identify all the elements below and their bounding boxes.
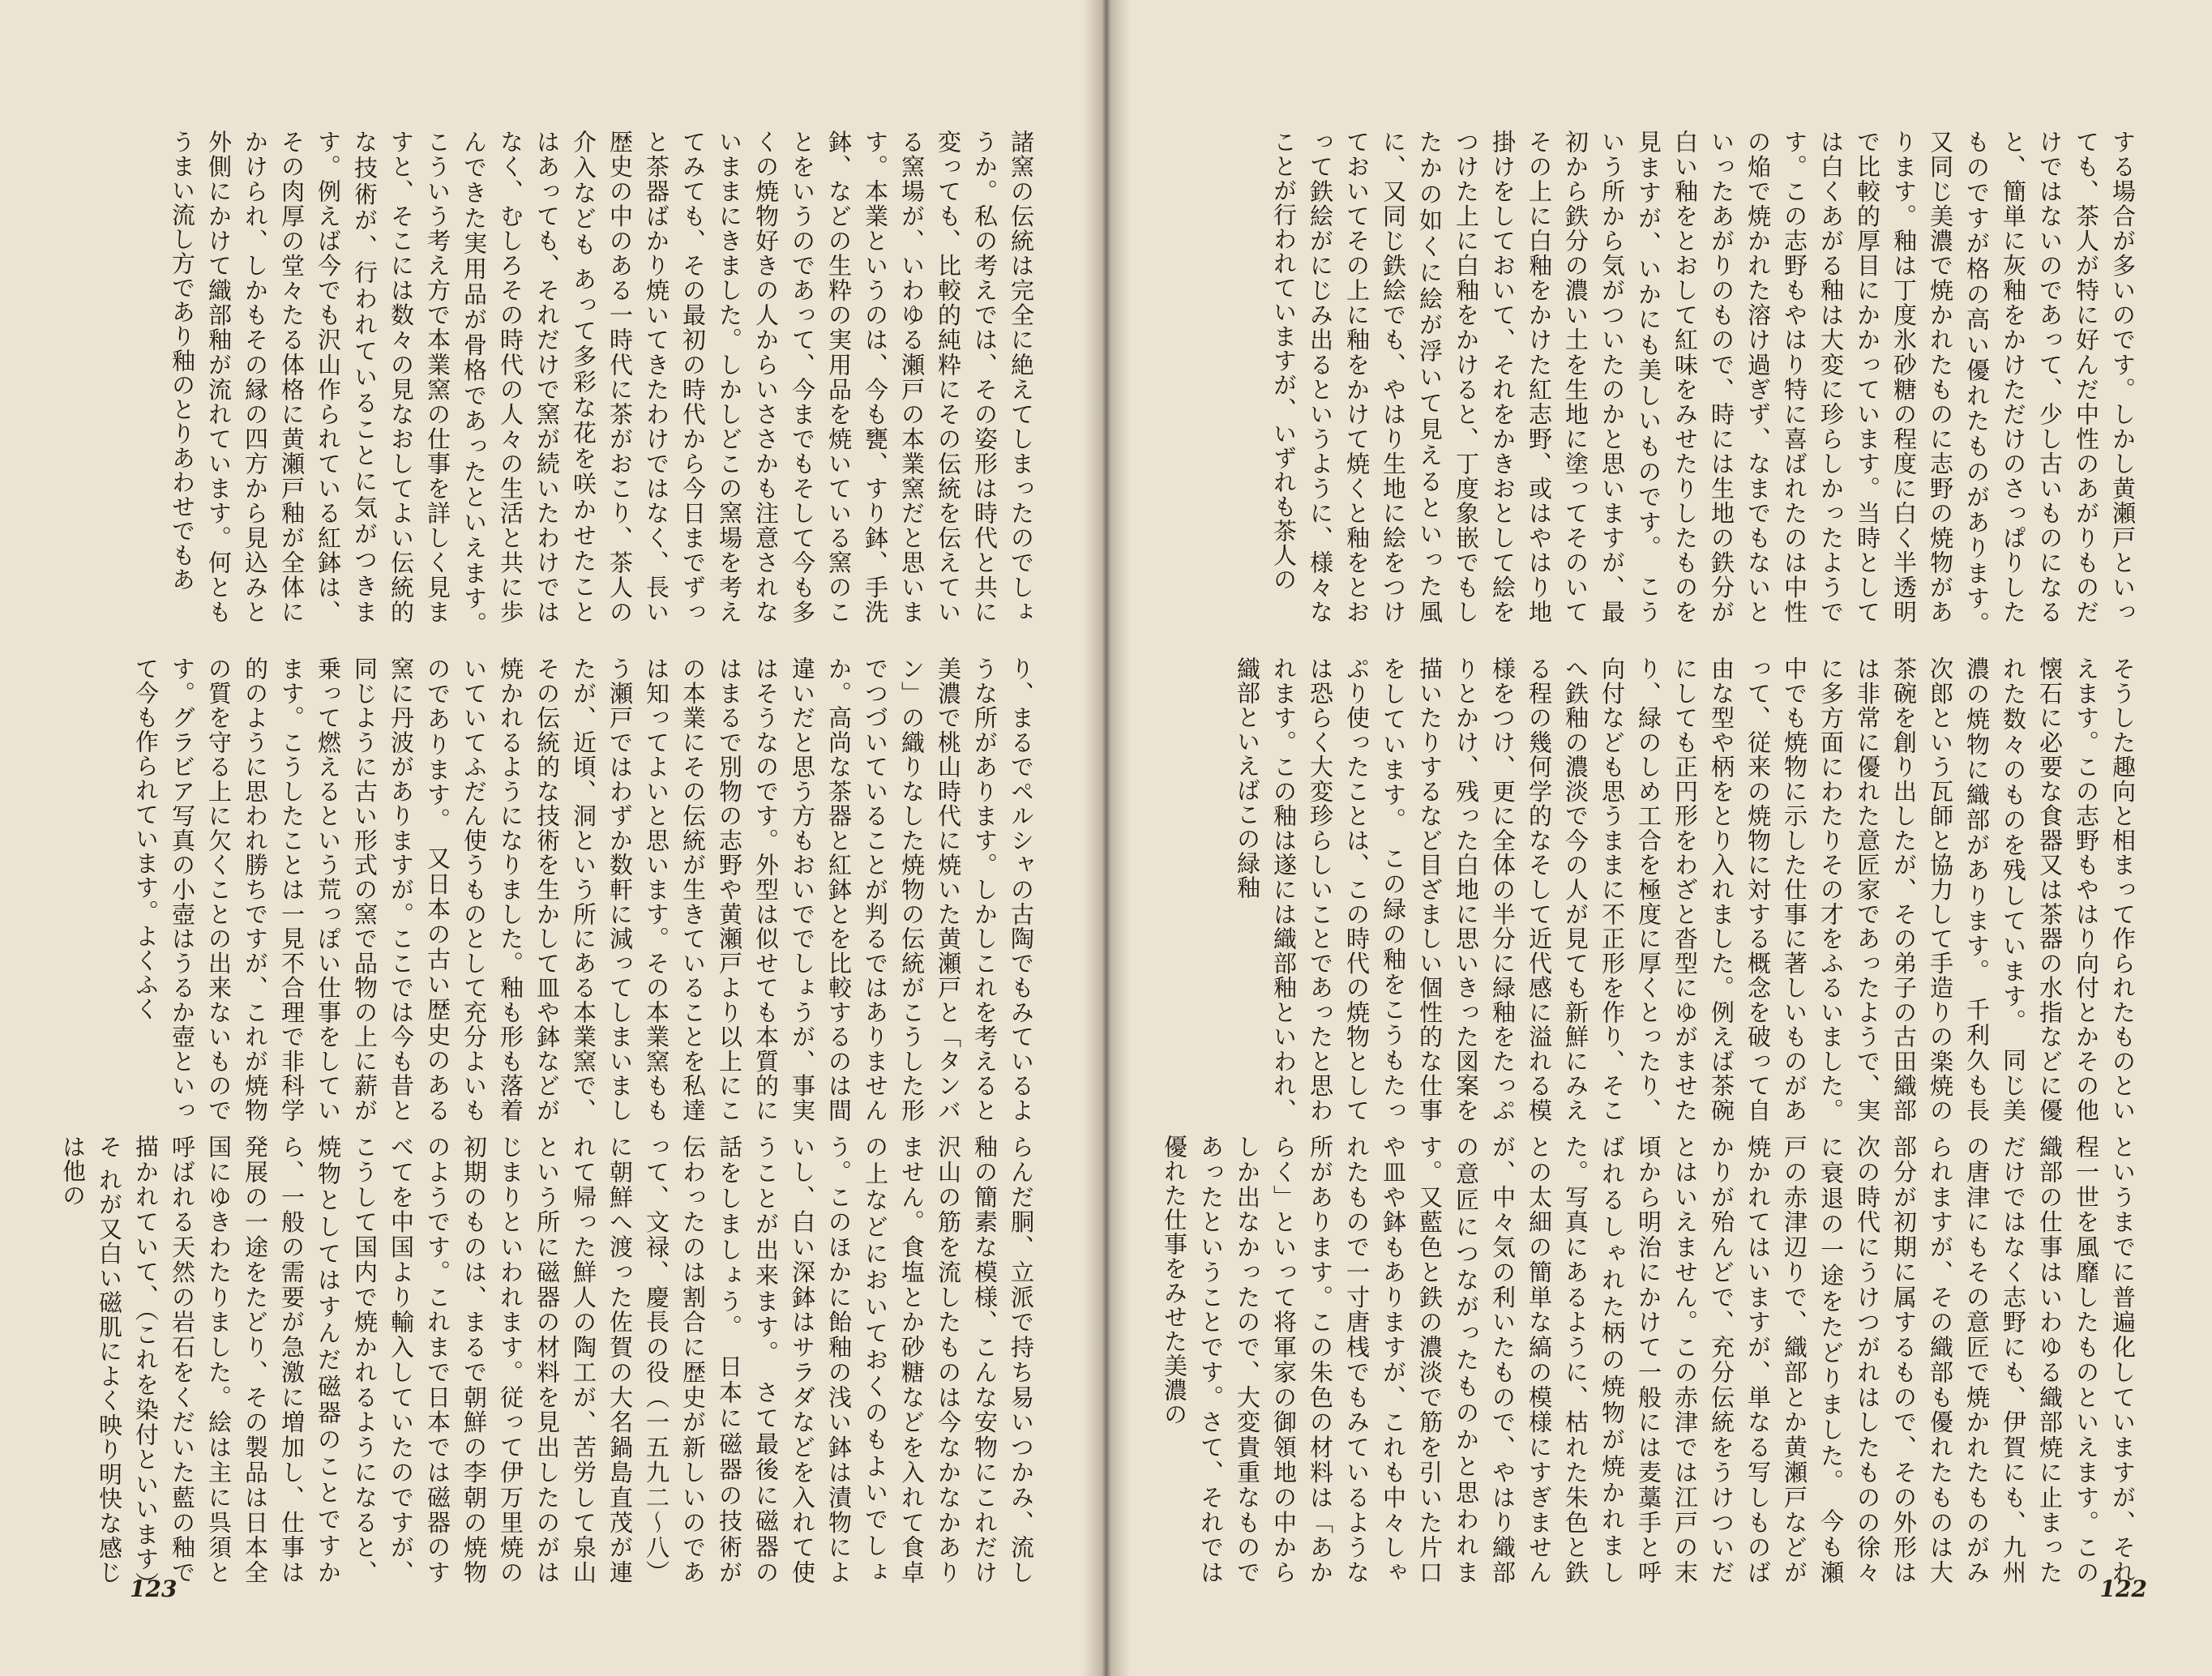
right-page: [1106, 0, 2212, 1676]
page-number-left: 123: [130, 1576, 178, 1602]
right-page-text-middle: そうした趣向と相まって作られたものといえます。この志野もやはり向付とかその他懐石に必要な食器又は茶器の水指などに優れた数々のものを残しています。 同じ美濃の焼物に織部があります。 千利久も長次郎という瓦師と協力して手造りの楽焼の茶碗を創り出したが、その弟子の古田織部は非常に優れた意匠家であったようで、実に多方面にわたりその才をふるいました。中でも焼物に示した仕事に著しいものがあって、従来の焼物に対する概念を破って自由な型や柄をとり入れました。例えば茶碗にしても正円形をわざと沓型にゆがませたり、緑のしめ工合を極度に厚くとったり、向付なども思うままに不正形を作り、そこへ鉄釉の濃淡で今の人が見ても新鮮にみえる程の幾何学的なそして近代感に溢れる模様をつけ、更に全体の半分に緑釉をたっぷりとかけ、残った白地に思いきった図案を描いたりするなど目ざましい個性的な仕事をしています。 この緑の釉をこうもたっぷり使ったことは、この時代の焼物としては恐らく大変珍らしいことであったと思われます。この釉は遂には織部釉といわれ、織部といえばこの緑釉: [1234, 656, 2137, 1122]
page-number-right: 122: [2099, 1576, 2147, 1602]
left-page-text-middle: り、まるでペルシャの古陶でもみているような所があります。しかしこれを考えると美濃で桃山時代に焼いた黄瀬戸と「タンバン」の織りなした焼物の伝統がこうした形でつづいていることが判るではありませんか。高尚な茶器と紅鉢とを比較するのは間違いだと思う方もおいででしょうが、事実はそうなのです。外型は似せても本質的にはまるで別物の志野や黄瀬戸より以上にこの本業にその伝統が生きていることを私達は知ってよいと思います。その本業窯ももう瀬戸ではわずか数軒に減ってしまいましたが、近頃、洞という所にある本業窯で、その伝統的な技術を生かして皿や鉢などが焼かれるようになりました。釉も形も落着いていてふだん使うものとして充分よいものであります。 又日本の古い歴史のある窯に丹波がありますが。ここでは今も昔と同じように古い形式の窯で品物の上に薪が乗って燃えるという荒っぽい仕事をしています。こうしたことは一見不合理で非科学的のように思われ勝ちですが、これが焼物の質を守る上に欠くことの出来ないものです。グラビア写真の小壺はうるか壺といって今も作られています。よくふく: [132, 656, 1035, 1122]
left-page-text-top: 諸窯の伝統は完全に絶えてしまったのでしょうか。私の考えでは、その姿形は時代と共に変っても、比較的純粋にその伝統を伝えている窯場が、いわゆる瀬戸の本業窯だと思います。本業というのは、今も甕、すり鉢、手洗鉢、などの生粋の実用品を焼いている窯のことをいうのであって、今までもそして今も多くの焼物好きの人からいささかも注意されないままにきました。しかしどこの窯場を考えてみても、その最初の時代から今日までずっと茶器ばかり焼いてきたわけではなく、長い歴史の中のある一時代に茶がおこり、茶人の介入なども あって多彩な花を咲かせたことはあっても、それだけで窯が続いたわけではなく、むしろその時代の人々の生活と共に歩んできた実用品が骨格であったといえます。 こういう考え方で本業窯の仕事を詳しく見ますと、そこには数々の見なおしてよい伝統的な技術が、行われていることに気がつきます。例えば今でも沢山作られている紅鉢は、その肉厚の堂々たる体格に黄瀬戸釉が全体にかけられ、しかもその縁の四方から見込みと外側にかけて織部釉が流れています。何ともうまい流し方であり釉のとりあわせでもあ: [169, 130, 1035, 648]
book-gutter: [1083, 0, 1130, 1676]
right-page-text-top: する場合が多いのです。しかし黄瀬戸といっても、茶人が特に好んだ中性のあがりものだけではないのであって、少し古いものになると、簡単に灰釉をかけただけのさっぱりしたものですが格の高い優れたものがあります。 又同じ美濃で焼かれたものに志野の焼物があります。釉は丁度氷砂糖の程度に白く半透明で比較的厚目にかかっています。当時としては白くあがる釉は大変に珍らしかったようです。この志野もやはり特に喜ばれたのは中性の焔で焼かれた溶け過ぎず、なまでもないといったあがりのもので、時には生地の鉄分が白い釉をとおして紅味をみせたりしたものを見ますが、いかにも美しいものです。 こういう所から気がついたのかと思いますが、最初から鉄分の濃い土を生地に塗ってそのいてその上に白釉をかけた紅志野、或はやはり地掛けをしておいて、それをかきおとして絵をつけた上に白釉をかけると、丁度象嵌でもしたかの如くに絵が浮いて見えるといった風に、又同じ鉄絵でも、やはり生地に絵をつけておいてその上に釉をかけて焼くと釉をとおって鉄絵がにじみ出るというように、様々なことが行われていますが、いずれも茶人の: [1270, 130, 2137, 648]
right-page-text-bottom: というまでに普遍化していますが、それ程一世を風靡したものといえます。この織部の仕事はいわゆる織部焼に止まっただけではなく志野にも、伊賀にも、九州の唐津にもその意匠で焼かれたものがみられますが、その織部も優れたものは大部分が初期に属するもので、その外形は次の時代にうけつがれはしたものの徐々に衰退の一途をたどりました。 今も瀬戸の赤津辺りで、織部とか黄瀬戸などが焼かれてはいますが、単なる写しものばかりが殆んどで、充分伝統をうけついだとはいえません。この赤津では江戸の末頃から明治にかけて一般には麦藁手と呼ばれるしゃれた柄の焼物が焼かれました。写真にあるように、枯れた朱色と鉄との太細の簡単な縞の模様にすぎませんが、中々気の利いたもので、やはり織部の意匠につながったものかと思われます。又藍色と鉄の濃淡で筋を引いた片口や皿や鉢もありますが、これも中々しゃれたもので一寸唐桟でもみているような所があります。この朱色の材料は「あからく」といって将軍家の御領地の中からしか出なかったので、大変貴重なものであったということです。さて、それでは優れた仕事をみせた美濃の: [1161, 1135, 2137, 1584]
left-page-text-bottom: らんだ胴、立派で持ち易いつかみ、流し釉の簡素な模様、こんな安物にこれだけ沢山の筋を流したものは今なかなかありません。食塩とか砂糖などを入れて食卓の上などにおいておくのもよいでしょう。このほかに飴釉の浅い鉢は漬物によいし、白い深鉢はサラダなどを入れて使うことが出来ます。 さて最後に磁器の話をしましょう。 日本に磁器の技術が伝わったのは割合に歴史が新しいのであって、文禄、慶長の役（一五九二〜八）に朝鮮へ渡った佐賀の大名鍋島直茂が連れて帰った鮮人の陶工が、苦労して泉山という所に磁器の材料を見出したのがはじまりといわれます。従って伊万里焼の初期のものは、まるで朝鮮の李朝の焼物のようです。これまで日本では磁器のすべてを中国より輸入していたのですが、こうして国内で焼かれるようになると、焼物としてはすんだ磁器のことですから、一般の需要が急激に増加し、仕事は発展の一途をたどり、その製品は日本全国にゆきわたりました。絵は主に呉須と呼ばれる天然の岩石をくだいた藍の釉で描かれていて、（これを染付といいます）そ れが又白い磁肌によく映り明快な感じは他の: [59, 1135, 1035, 1584]
